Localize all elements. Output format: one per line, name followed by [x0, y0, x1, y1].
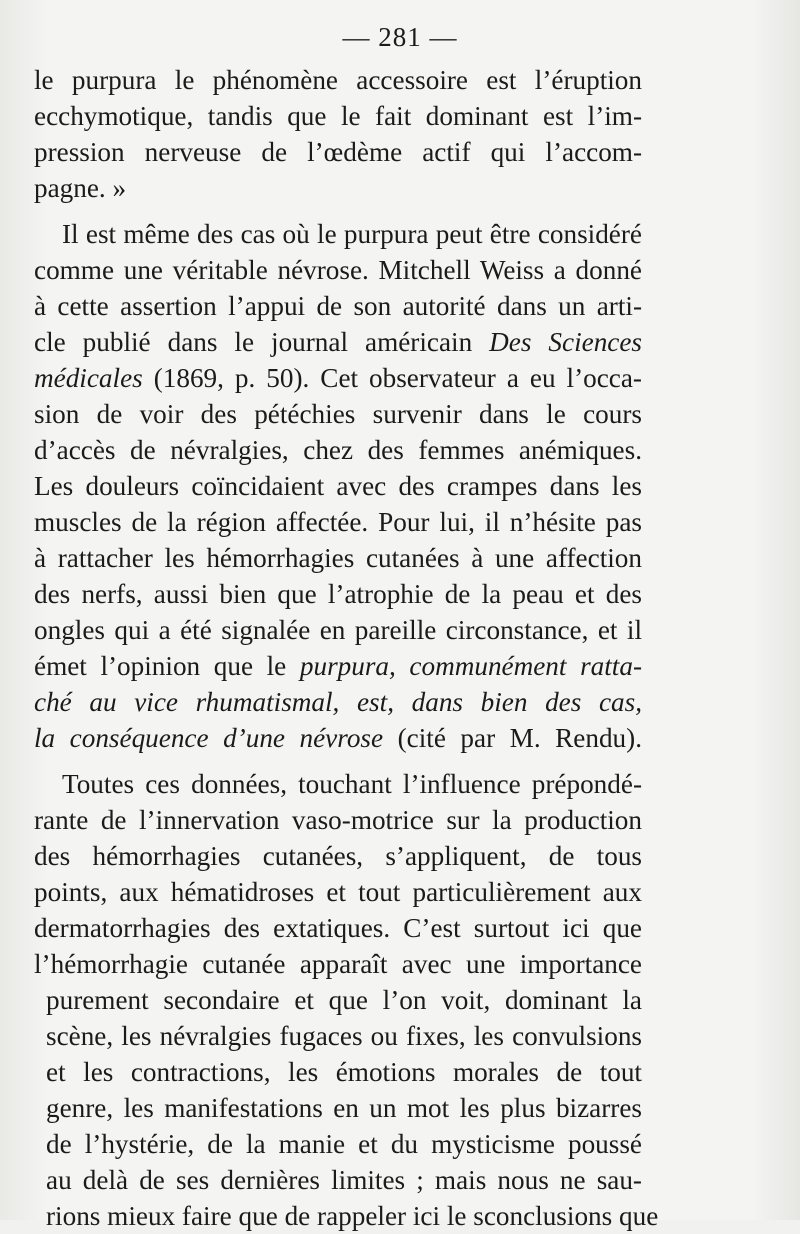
text-line: Il est même des cas où le purpura peut être considéré [62, 219, 642, 249]
text-line: ongles qui a été signalée en pareille circonstance, et il [34, 615, 642, 645]
text-line [34, 720, 642, 756]
journal-title: Des Sciences [489, 327, 643, 357]
text-line [34, 360, 642, 396]
text-line: purement secondaire et que l’on voit, dominant la [46, 985, 642, 1015]
text-line: au delà de ses dernières limites ; mais nous ne sau- [46, 1165, 642, 1195]
paragraph-2 [34, 216, 642, 756]
text-line: à rattacher les hémorrhagies cutanées à une affection [34, 543, 642, 573]
text-line: le purpura le phénomène accessoire est l’éruption [34, 65, 642, 95]
paragraph-gap [34, 206, 642, 216]
text-line: rions mieux faire que de rappeler ici le sconclusions que [46, 1201, 659, 1231]
italic-quote: la conséquence d’une névrose [34, 723, 384, 753]
paragraph-gap [34, 756, 642, 766]
text-line [34, 684, 642, 720]
text-line: des hémorrhagies cutanées, s’appliquent, de tous [34, 841, 642, 871]
text-line: et les contractions, les émotions morales de tout [46, 1057, 642, 1087]
text-line [34, 648, 642, 684]
page-number: — 281 — [342, 22, 458, 52]
text-segment: cle publié dans le journal américain [34, 327, 473, 357]
text-line: des nerfs, aussi bien que l’atrophie de la peau et des [34, 579, 642, 609]
text-line: sion de voir des pétéchies survenir dans le cours [34, 399, 642, 429]
text-line: genre, les manifestations en un mot les plus bizarres [46, 1093, 642, 1123]
text-line: rante de l’innervation vaso-motrice sur la production [34, 805, 642, 835]
text-line [34, 324, 642, 360]
text-line: scène, les névralgies fugaces ou fixes, les convulsions [46, 1021, 642, 1051]
text-line: dermatorrhagies des extatiques. C’est surtout ici que [34, 913, 642, 943]
text-segment: (1869, p. 50). Cet observateur a eu l’occa- [153, 363, 642, 393]
paragraph-3 [34, 766, 659, 1234]
text-line: l’hémorrhagie cutanée apparaît avec une importance [34, 949, 642, 979]
paragraph-1 [34, 62, 642, 206]
text-line: Toutes ces données, touchant l’influence prépondé- [62, 769, 642, 799]
body-text [34, 62, 659, 1234]
text-line: pression nerveuse de l’œdème actif qui l’accom- [34, 137, 642, 167]
text-line: pagne. » [34, 173, 127, 203]
text-line: comme une véritable névrose. Mitchell Weiss a donné [34, 255, 642, 285]
text-line: d’accès de névralgies, chez des femmes anémiques. [34, 435, 642, 465]
italic-quote: ché au vice rhumatismal, est, dans bien des cas, [34, 687, 642, 717]
journal-title-cont: médicales [34, 363, 143, 393]
citation: (cité par M. Rendu). [397, 723, 642, 753]
text-line: muscles de la région affectée. Pour lui, il n’hésite pas [34, 507, 642, 537]
text-line: Les douleurs coïncidaient avec des crampes dans les [34, 471, 642, 501]
text-line: de l’hystérie, de la manie et du mysticisme poussé [46, 1129, 642, 1159]
text-line: points, aux hématidroses et tout particulièrement aux [34, 877, 642, 907]
italic-quote: purpura, communément ratta- [299, 651, 642, 681]
text-segment: émet l’opinion que le [34, 651, 287, 681]
text-line: ecchymotique, tandis que le fait dominant est l’im- [34, 101, 642, 131]
text-line: à cette assertion l’appui de son autorité dans un arti- [34, 291, 642, 321]
